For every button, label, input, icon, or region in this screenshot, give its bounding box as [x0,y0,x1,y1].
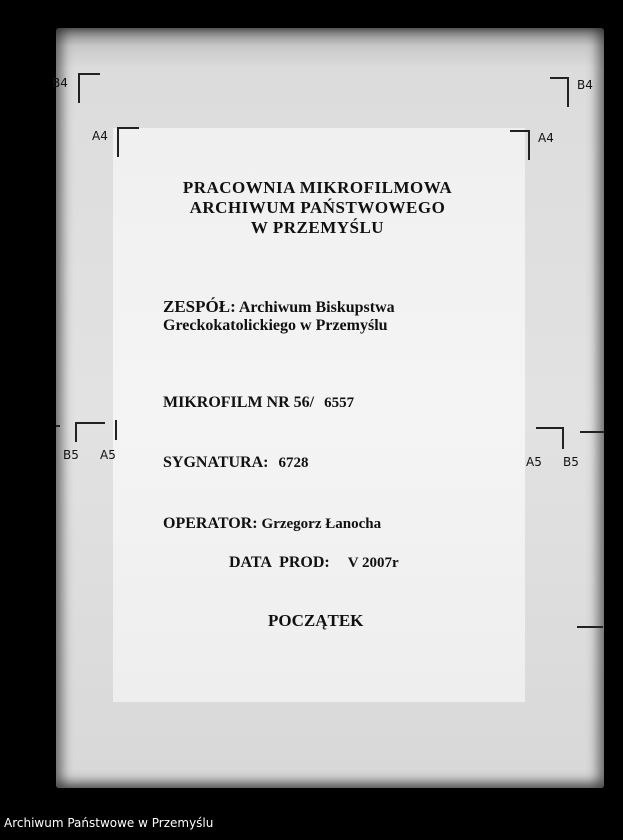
operator-row [163,515,381,533]
format-label-b4-right: B4 [577,78,593,92]
crop-mark-a5-left [115,420,117,440]
format-label-b4-left: B4 [52,76,68,90]
header-line-2: ARCHIWUM PAŃSTWOWEGO [189,198,446,217]
data-prod-row [229,554,399,572]
crop-mark-b4-left [78,73,100,103]
header-line-3: W PRZEMYŚLU [250,218,385,237]
format-label-a5-left: A5 [100,448,116,462]
crop-mark-a4-right [510,130,530,160]
format-label-b5-left: B5 [63,448,79,462]
format-label-a4-right: A4 [538,131,554,145]
format-label-a4-left: A4 [92,129,108,143]
crop-mark-b5-left [75,422,105,442]
zespol-value-line1: Archiwum Biskupstwa [238,299,395,316]
data-prod-value: V 2007r [347,555,399,571]
edge-tick-right [580,431,604,433]
format-label-b5-right: B5 [563,455,579,469]
crop-mark-a4-left [117,127,139,157]
mikrofilm-value: 6557 [324,395,355,411]
footer-caption: Archiwum Państwowe w Przemyślu [4,816,214,830]
edge-tick-left [56,425,60,427]
zespol-label: ZESPÓŁ: [163,297,236,316]
crop-mark-b5-right [536,427,564,449]
mikrofilm-label: MIKROFILM NR 56/ [163,394,315,411]
sygnatura-value: 6728 [278,455,309,471]
operator-label: OPERATOR: [163,515,258,532]
mikrofilm-row [163,394,354,412]
sygnatura-row [163,454,308,472]
operator-value: Grzegorz Łanocha [261,516,382,532]
sygnatura-label: SYGNATURA: [163,454,269,471]
data-prod-label: DATA PROD: [229,554,330,571]
zespol-value-line2: Greckokatolickiego w Przemyślu [163,317,388,334]
crop-mark-b4-right [550,77,569,107]
header-line-1: PRACOWNIA MIKROFILMOWA [182,178,453,197]
status-label: POCZĄTEK [268,611,364,630]
zespol-row [163,297,395,317]
format-label-a5-right: A5 [526,455,542,469]
edge-tick-lower-right [577,626,603,628]
